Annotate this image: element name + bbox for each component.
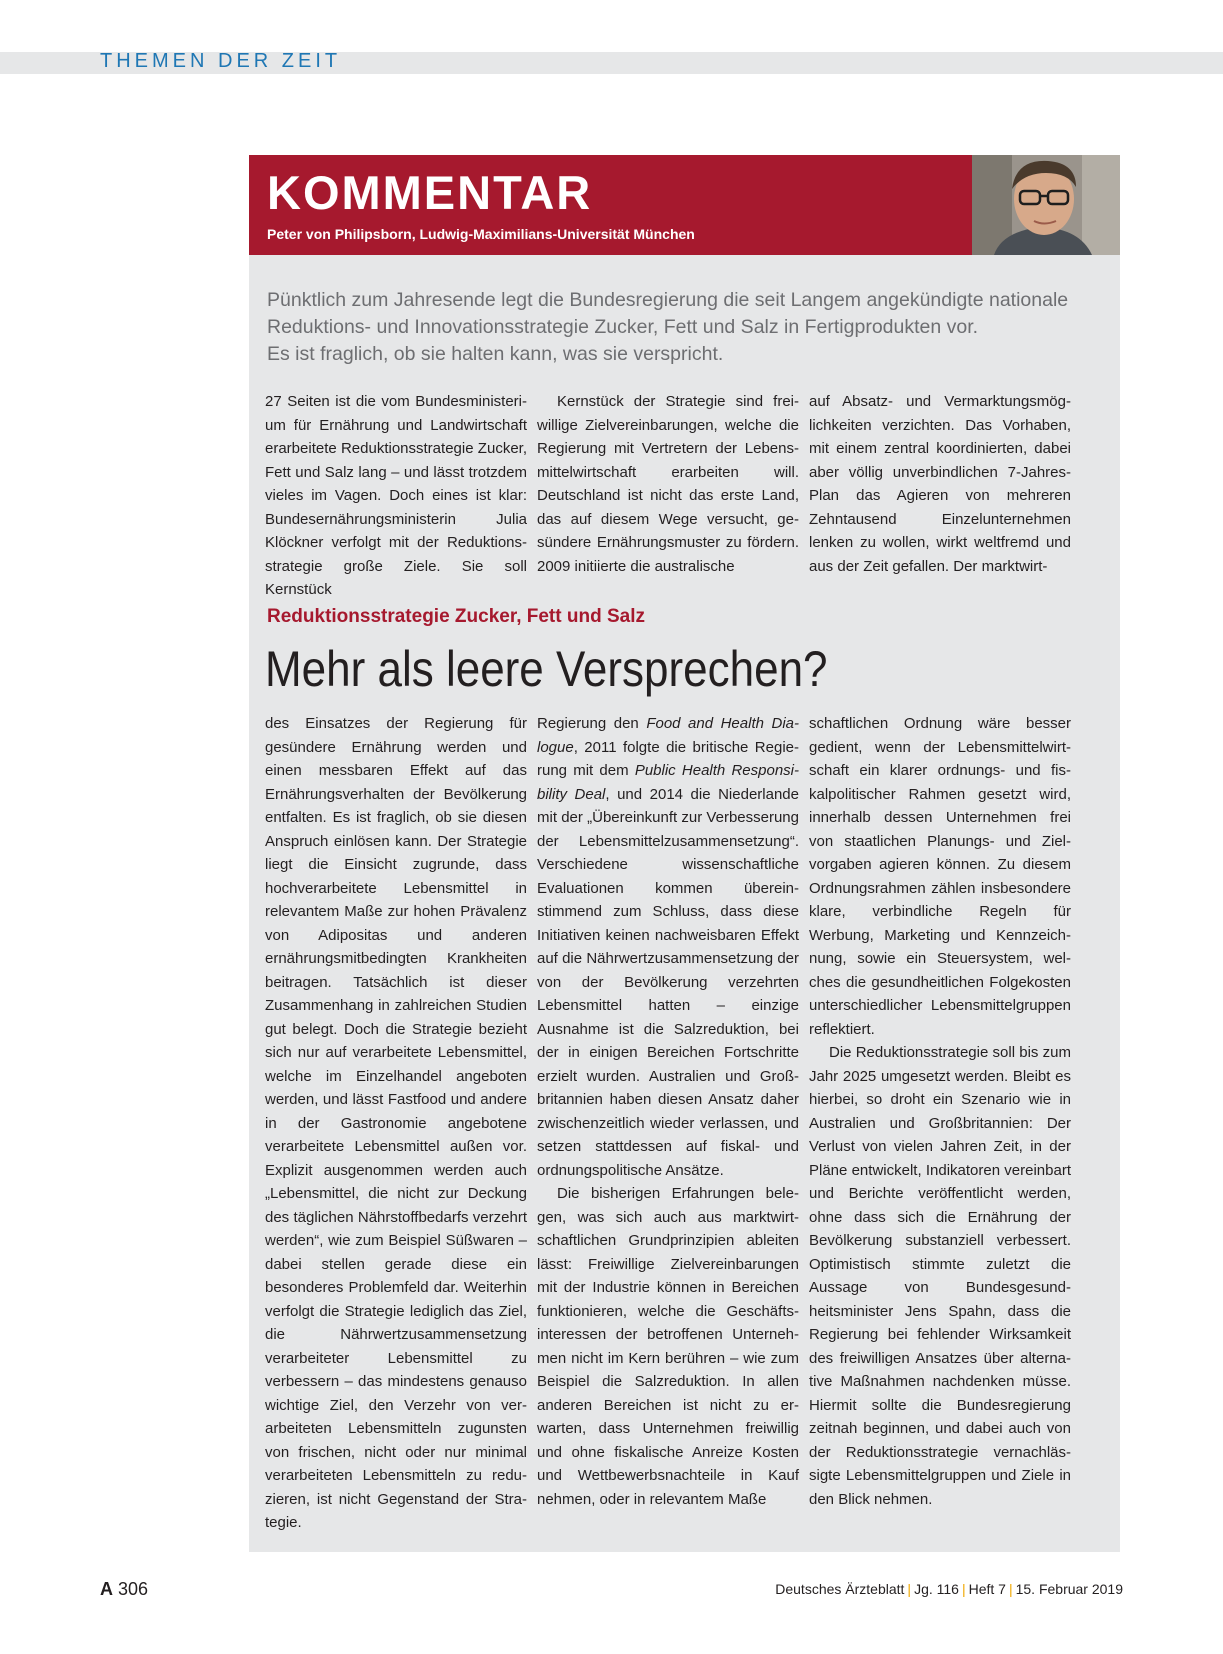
article-headline: Mehr als leere Versprechen? — [265, 641, 828, 697]
paragraph: Die Reduktionsstrategie soll bis zum Jahr 2025 umgesetzt werden. Bleibt es hierbei, so droht ein Szenario wie in Australien und Großbritannien: Der Verlust von vielen Jahren Zeit, in der Pläne entwickelt, Indikatoren vereinbart und Berichte veröffentlicht werden, ohne dass sich die Ernährung der Bevölkerung substanziell verbessert. Optimistisch stimmte zuletzt die Aussage von Bundesgesundheitsminister Jens Spahn, dass die Regierung bei fehlender Wirksamkeit des freiwilligen Ansatzes über alternative Maßnahmen nachdenken müsse. Hiermit sollte die Bundesregierung zeitnah beginnen, und dabei auch von der Reduktionsstrategie vernachlässigte Lebensmittelgruppen und Ziele in den Blick nehmen. — [809, 1044, 1071, 1508]
paragraph: Kernstück der Strategie sind freiwillige Zielvereinbarungen, welche die Regierung mit Vertretern der Lebensmittelwirtschaft erarbeiten will. Deutschland ist nicht das erste Land, das auf diesem Wege versucht, gesündere Ernährungsmuster zu fördern. 2009 initiierte die australische — [537, 393, 799, 575]
page-prefix: A — [100, 1579, 113, 1599]
program-name: Food and Health Dialogue — [537, 715, 799, 756]
lead-line: Pünktlich zum Jahresende legt die Bundesregierung die seit Langem angekündigte nationale — [267, 289, 1069, 311]
issue: Heft 7 — [968, 1581, 1006, 1597]
lead-paragraph — [267, 287, 1107, 368]
paragraph: Die bisherigen Erfahrungen belegen, was sich auch aus marktwirtschaftlichen Grundprinzipien ableiten lässt: Freiwillige Zielvereinbarungen mit der Industrie können in Bereichen funktionieren, welche die Geschäftsinteressen der betroffenen Unternehmen nicht im Kern berühren – wie zum Beispiel die Salzreduktion. In allen anderen Bereichen ist nicht zu erwarten, dass Unternehmen freiwillig und ohne fiskalische Anreize Kosten und Wettbewerbsnachteile in Kauf nehmen, oder in relevantem Maße — [537, 1185, 799, 1508]
separator: | — [1008, 1581, 1013, 1597]
author-line: Peter von Philipsborn, Ludwig-Maximilians-Universität München — [267, 226, 695, 242]
issue-date: 15. Februar 2019 — [1015, 1581, 1123, 1597]
separator: | — [961, 1581, 966, 1597]
volume: Jg. 116 — [914, 1581, 959, 1597]
article-kicker: Reduktionsstrategie Zucker, Fett und Salz — [267, 606, 645, 627]
paragraph — [537, 712, 799, 1182]
intro-column-3 — [809, 390, 1071, 578]
lead-line: Reduktions- und Innovationsstrategie Zucker, Fett und Salz in Fertigprodukten vor. — [267, 316, 979, 338]
section-label: THEMEN DER ZEIT — [100, 50, 342, 72]
body-column-1 — [265, 712, 527, 1535]
paragraph: 27 Seiten ist die vom Bundesministerium für Ernährung und Landwirtschaft erarbeitete Reduktionsstrategie Zucker, Fett und Salz lang – und lässt trotzdem vieles im Vagen. Doch eines ist klar: Bundesernährungsministerin Julia Klöckner verfolgt mit der Reduktionsstrategie große Ziele. Sie soll Kernstück — [265, 393, 527, 598]
intro-column-1 — [265, 390, 527, 602]
program-name: Public Health Responsibility Deal — [537, 762, 799, 803]
text-run: Regierung den — [537, 715, 647, 732]
body-column-2 — [537, 712, 799, 1511]
paragraph: des Einsatzes der Regierung für gesündere Ernährung werden und einen messbaren Effekt auf das Ernährungsverhalten der Bevölkerung entfalten. Es ist fraglich, ob sie diesen Anspruch einlösen kann. Der Strategie liegt die Einsicht zugrunde, dass hochverarbeitete Lebensmittel in relevantem Maße zur hohen Prävalenz von Adipositas und anderen ernährungsmitbedingten Krankheiten beitragen. Tatsächlich ist dieser Zusammenhang in zahlreichen Studien gut belegt. Doch die Strategie bezieht sich nur auf verarbeitete Lebensmittel, welche im Einzelhandel angeboten werden, und lässt Fastfood und andere in der Gastronomie angebotene verarbeitete Lebensmittel außen vor. Explizit ausgenommen werden auch „Lebensmittel, die nicht zur Deckung des täglichen Nährstoffbedarfs verzehrt werden“, wie zum Beispiel Süßwaren – dabei stellen gerade diese ein besonderes Problemfeld dar. Weiterhin verfolgt die Strategie lediglich das Ziel, die Nährwertzusammensetzung verarbeiteter Lebensmittel zu verbessern – das mindestens genauso wichtige Ziel, den Verzehr von verarbeiteten Lebensmitteln zugunsten von frischen, nicht oder nur minimal verarbeiteten Lebensmitteln zu reduzieren, ist nicht Gegenstand der Strategie. — [265, 715, 527, 1531]
journal-citation — [775, 1581, 1123, 1597]
text-run: , und 2014 die Niederlande mit der „Übereinkunft zur Verbesserung der Lebensmittelzusammensetzung“. Verschiedene wissenschaftliche Evaluationen kommen übereinstimmend zum Schluss, dass diese Initiativen keinen nachweisbaren Effekt auf die Nährwertzusammensetzung der von der Bevölkerung verzehrten Lebensmittel hatten – einzige Ausnahme ist die Salzreduktion, bei der in einigen Bereichen Fortschritte erzielt wurden. Australien und Großbritannien haben diesen Ansatz daher zwischenzeitlich wieder verlassen, und setzen stattdessen auf fiskal- und ordnungspolitische Ansätze. — [537, 785, 799, 1179]
separator: | — [907, 1581, 912, 1597]
journal-name: Deutsches Ärzteblatt — [775, 1581, 905, 1597]
comment-banner — [249, 155, 972, 255]
banner-title: KOMMENTAR — [267, 166, 593, 219]
paragraph: auf Absatz- und Vermarktungsmöglichkeiten verzichten. Das Vorhaben, mit einem zentral koordinierten, dabei aber völlig unverbindlichen 7-Jahres-Plan das Agieren von mehreren Zehntausend Einzelunternehmen lenken zu wollen, wirkt weltfremd und aus der Zeit gefallen. Der marktwirt- — [809, 393, 1071, 575]
page-number-value: 306 — [118, 1579, 149, 1599]
text-run: , 2011 folgte die britische Regierung mit dem — [537, 738, 799, 779]
lead-line: Es ist fraglich, ob sie halten kann, was sie verspricht. — [267, 343, 724, 365]
author-photo — [972, 155, 1120, 255]
intro-column-2 — [537, 390, 799, 578]
paragraph: schaftlichen Ordnung wäre besser gedient, wenn der Lebensmittelwirtschaft ein klarer ordnungs- und fiskalpolitischer Rahmen gesetzt wird, innerhalb dessen Unternehmen frei von staatlichen Planungs- und Zielvorgaben agieren können. Zu diesem Ordnungsrahmen zählen insbesondere klare, verbindliche Regeln für Werbung, Marketing und Kennzeichnung, sowie ein Steuersystem, welches die gesundheitlichen Folgekosten unterschiedlicher Lebensmittelgruppen reflektiert. — [809, 715, 1071, 1038]
page-number — [100, 1579, 148, 1600]
body-column-3 — [809, 712, 1071, 1511]
